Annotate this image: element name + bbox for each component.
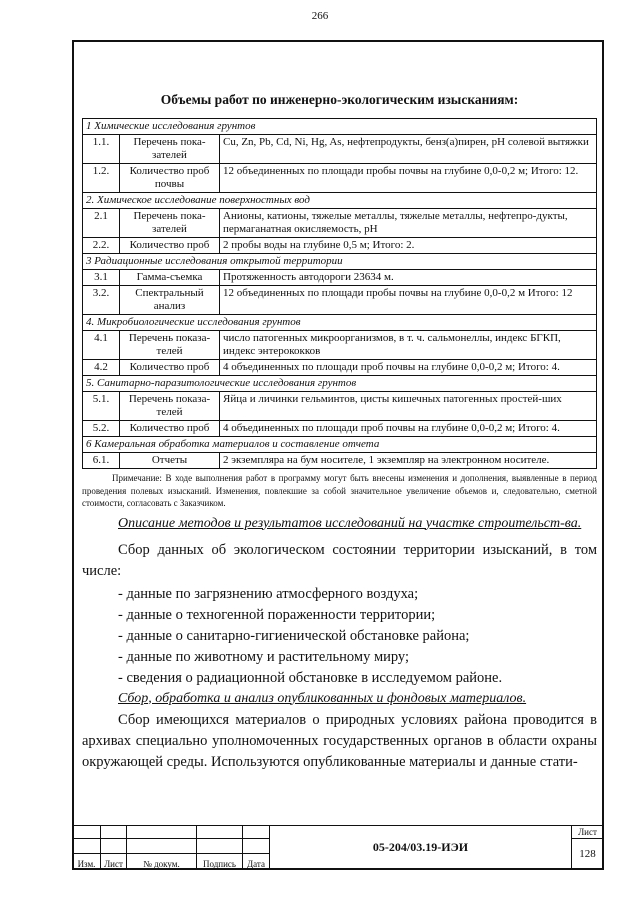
table-row: [83, 392, 597, 421]
table-row: [83, 209, 597, 238]
row-name: Отчеты: [120, 453, 220, 469]
page-title: Объемы работ по инженерно-экологическим изысканиям:: [160, 92, 519, 107]
row-number: 1.1.: [83, 135, 120, 164]
table-row: [83, 270, 597, 286]
col-signature: Подпись: [197, 854, 243, 870]
row-number: 5.1.: [83, 392, 120, 421]
section-row: [83, 376, 597, 392]
row-number: 3.1: [83, 270, 120, 286]
section-title: 6 Камеральная обработка материалов и составление отчета: [83, 437, 597, 453]
row-name: Количество проб: [120, 360, 220, 376]
materials-heading: Сбор, обработка и анализ опубликованных и фондовых материалов.: [118, 690, 527, 706]
row-value: число патогенных микроорганизмов, в т. ч. сальмонеллы, индекс БГКП, индекс энтерококков: [220, 331, 597, 360]
row-value: 4 объединенных по площади проб почвы на глубине 0,0-0,2 м; Итого: 4.: [220, 360, 597, 376]
row-value: 12 объединенных по площади пробы почвы на глубине 0,0-0,2 м; Итого: 12.: [220, 164, 597, 193]
section-row: [83, 119, 597, 135]
row-value: 2 экземпляра на бум носителе, 1 экземпляр на электронном носителе.: [220, 453, 597, 469]
section-row: [83, 437, 597, 453]
row-number: 5.2.: [83, 421, 120, 437]
list-item: - сведения о радиационной обстановке в исследуемом районе.: [118, 669, 503, 686]
data-list: [82, 584, 597, 689]
list-item: - данные о санитарно-гигиенической обстановке района;: [118, 627, 470, 644]
row-value: Протяженность автодороги 23634 м.: [220, 270, 597, 286]
row-value: Яйца и личинки гельминтов, цисты кишечных патогенных простей-ших: [220, 392, 597, 421]
list-item: - данные по животному и растительному миру;: [118, 648, 410, 665]
list-item: - данные по загрязнению атмосферного воздуха;: [118, 585, 419, 602]
title-block: [72, 825, 604, 870]
table-row: [83, 421, 597, 437]
section-title: 2. Химическое исследование поверхностных вод: [83, 193, 597, 209]
row-value: 12 объединенных по площади пробы почвы на глубине 0,0-0,2 м Итого: 12: [220, 286, 597, 315]
row-number: 6.1.: [83, 453, 120, 469]
row-name: Спектральный анализ: [120, 286, 220, 315]
section-row: [83, 254, 597, 270]
sheet-label: Лист: [572, 826, 604, 839]
collection-paragraph: Сбор данных об экологическом состоянии территории изысканий, в том числе:: [82, 541, 597, 579]
row-value: Cu, Zn, Pb, Cd, Ni, Hg, As, нефтепродукты, бенз(а)пирен, pH солевой вытяжки: [220, 135, 597, 164]
col-date: Дата: [243, 854, 270, 870]
row-number: 4.2: [83, 360, 120, 376]
row-number: 2.2.: [83, 238, 120, 254]
sheet-number: 128: [572, 839, 604, 870]
row-name: Гамма-съемка: [120, 270, 220, 286]
row-name: Перечень показа-телей: [120, 331, 220, 360]
col-doc-number: № докум.: [127, 854, 197, 870]
table-row: [83, 238, 597, 254]
table-row: [83, 135, 597, 164]
row-value: Анионы, катионы, тяжелые металлы, тяжелые металлы, нефтепро-дукты, пермаганатная окисляемость, pH: [220, 209, 597, 238]
row-name: Перечень пока-зателей: [120, 135, 220, 164]
row-name: Перечень пока-зателей: [120, 209, 220, 238]
table-row: [83, 360, 597, 376]
table-row: [83, 286, 597, 315]
methods-heading: Описание методов и результатов исследований на участке строительст-ва.: [118, 515, 582, 531]
row-name: Количество проб почвы: [120, 164, 220, 193]
table-row: [83, 453, 597, 469]
table-row: [83, 331, 597, 360]
col-list: Лист: [101, 854, 127, 870]
row-value: 4 объединенных по площади проб почвы на глубине 0,0-0,2 м; Итого: 4.: [220, 421, 597, 437]
materials-paragraph: Сбор имеющихся материалов о природных условиях района проводится в архивах специально уполномоченных государственных органов в области охраны окружающей среды. Используются опубликованные материалы и данные стати-: [82, 711, 597, 770]
works-table: [82, 118, 597, 469]
table-row: [83, 164, 597, 193]
document-body: [82, 92, 597, 773]
section-row: [83, 315, 597, 331]
section-title: 3 Радиационные исследования открытой территории: [83, 254, 597, 270]
section-title: 5. Санитарно-паразитологические исследования грунтов: [83, 376, 597, 392]
section-title: 1 Химические исследования грунтов: [83, 119, 597, 135]
section-title: 4. Микробиологические исследования грунтов: [83, 315, 597, 331]
row-name: Количество проб: [120, 238, 220, 254]
row-number: 2.1: [83, 209, 120, 238]
col-izm: Изм.: [73, 854, 101, 870]
page-number: 266: [311, 10, 329, 22]
row-name: Количество проб: [120, 421, 220, 437]
list-item: - данные о техногенной пораженности территории;: [118, 606, 436, 623]
row-name: Перечень показа-телей: [120, 392, 220, 421]
table-note: Примечание: В ходе выполнения работ в программу могут быть внесены изменения и дополнения, выявленные в период проведения полевых изысканий. Изменения, повлекшие за собой значительное увеличение объемов и, следовательно, сметной стоимости, согласовать с Заказчиком.: [82, 473, 597, 508]
row-number: 1.2.: [83, 164, 120, 193]
row-value: 2 пробы воды на глубине 0,5 м; Итого: 2.: [220, 238, 597, 254]
document-code: 05-204/03.19-ИЭИ: [270, 826, 572, 870]
row-number: 4.1: [83, 331, 120, 360]
row-number: 3.2.: [83, 286, 120, 315]
section-row: [83, 193, 597, 209]
